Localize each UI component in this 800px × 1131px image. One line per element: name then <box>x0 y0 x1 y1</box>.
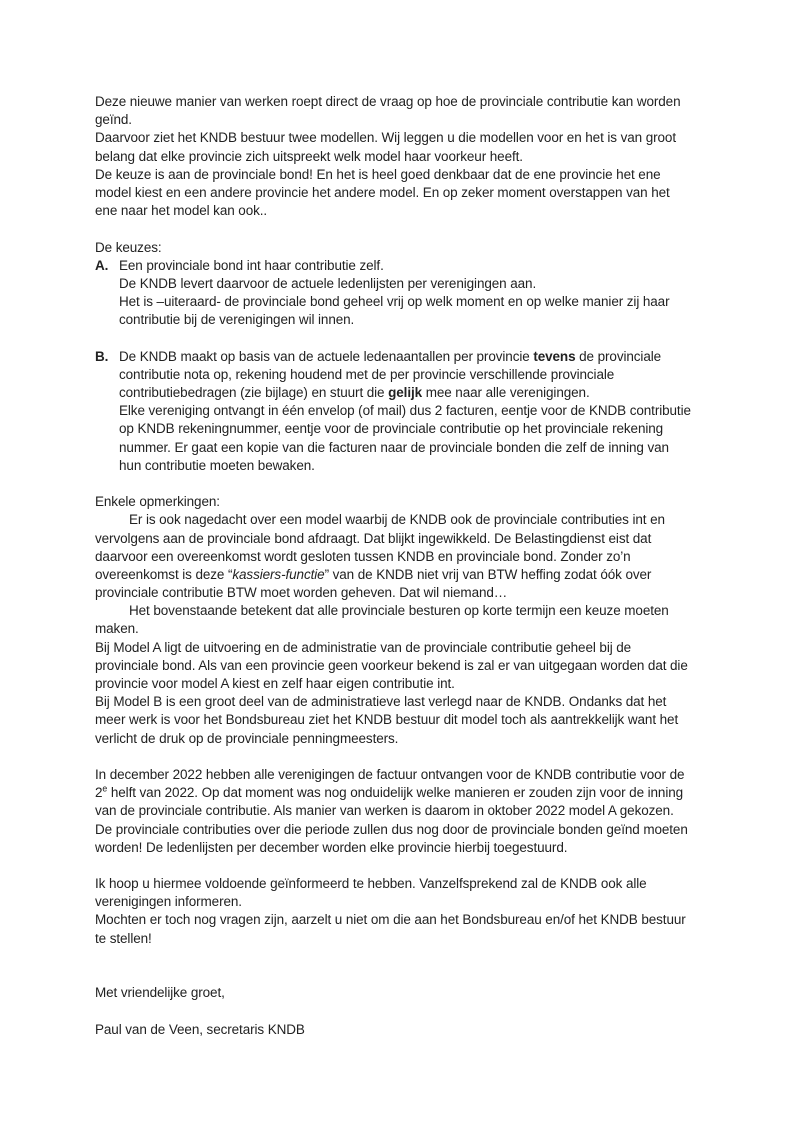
text-line: hun contributie moeten bewaken. <box>119 457 315 473</box>
text-line: worden! De ledenlijsten per december worden elke provincie hierbij toegestuurd. <box>95 839 568 855</box>
blank-line <box>95 1002 735 1020</box>
text-line: op KNDB rekeningnummer, eentje voor de provinciale contributie op het provinciale rekening <box>119 421 664 437</box>
text-line: Een provinciale bond int haar contributie zelf. <box>119 257 384 273</box>
keuzes-heading <box>95 239 735 257</box>
text-line: Mochten er toch nog vragen zijn, aarzelt u niet om die aan het Bondsbureau en/of het KNDB bestuur <box>95 912 686 928</box>
text-line: Paul van de Veen, secretaris KNDB <box>95 1021 305 1037</box>
text-line: belang dat elke provincie zich uitspreekt welk model haar voorkeur heeft. <box>95 148 523 164</box>
december-paragraph <box>95 766 735 857</box>
list-marker: A. <box>95 257 109 273</box>
document-body <box>95 93 735 1039</box>
blank-line <box>95 748 735 766</box>
text-line: meer werk is voor het Bondsbureau ziet het KNDB bestuur dit model toch als aantrekkelijk want het <box>95 712 679 728</box>
text-line: De provinciale contributies over die periode zullen dus nog door de provinciale bonden geïnd moeten <box>95 821 688 837</box>
opmerkingen-paragraph <box>95 493 735 748</box>
ondertekening-line <box>95 1021 735 1039</box>
text-line: Het is –uiteraard- de provinciale bond geheel vrij op welk moment en op welke manier zij haar <box>119 294 670 310</box>
groet-line <box>95 984 735 1002</box>
superscript-text: e <box>102 783 108 794</box>
text-line: provincie voor model A kiest en zelf haar eigen contributie int. <box>95 676 455 691</box>
text-line: vervolgens aan de provinciale bond afdraagt. Dat blijkt ingewikkeld. De Belastingdienst eist dat <box>95 530 652 546</box>
text-line: Met vriendelijke groet, <box>95 985 225 1001</box>
text-line: verlicht de druk op de provinciale penningmeesters. <box>95 730 399 746</box>
list-item-body <box>119 257 735 330</box>
text-line: overeenkomst is deze “kassiers-functie” van de KNDB niet vrij van BTW heffing zodat óók over <box>95 566 652 582</box>
text-line: Enkele opmerkingen: <box>95 494 220 510</box>
text-line: In december 2022 hebben alle verenigingen de factuur ontvangen voor de KNDB contributie voor de <box>95 766 685 782</box>
list-marker: B. <box>95 348 109 364</box>
text-line: ene naar het model kan ook.. <box>95 203 268 219</box>
text-line: contributie nota op, rekening houdend met de per provincie verschillende provinciale <box>119 366 615 382</box>
blank-line <box>95 948 735 966</box>
text-line: Daarvoor ziet het KNDB bestuur twee modellen. Wij leggen u die modellen voor en het is van groot <box>95 130 676 146</box>
intro-paragraph <box>95 93 735 220</box>
blank-line <box>95 857 735 875</box>
text-line: 2e helft van 2022. Op dat moment was nog onduidelijk welke manieren er zouden zijn voor de inning <box>95 783 684 801</box>
bold-text: tevens <box>533 348 576 364</box>
text-line: De keuze is aan de provinciale bond! En het is heel goed denkbaar dat de ene provincie het ene <box>95 166 661 182</box>
text-line: nummer. Er gaat een kopie van die facturen naar de provinciale bonden die zelf de inning van <box>119 439 669 455</box>
text-line: geïnd. <box>95 112 132 128</box>
text-line: Elke vereniging ontvangt in één envelop (of mail) dus 2 facturen, eentje voor de KNDB contributie <box>119 403 691 419</box>
text-line: daarvoor een overeenkomst wordt gesloten tussen KNDB en provinciale bond. Zonder zo’n <box>95 548 631 564</box>
model-a-item <box>95 257 735 330</box>
text-line: Er is ook nagedacht over een model waarbij de KNDB ook de provinciale contributies int en <box>129 512 665 528</box>
text-line: te stellen! <box>95 930 152 946</box>
text-line: contributiebedragen (zie bijlage) en stuurt die gelijk mee naar alle verenigingen. <box>119 385 590 400</box>
model-b-item <box>95 348 735 475</box>
text-line: Bij Model A ligt de uitvoering en de administratie van de provinciale contributie geheel bij de <box>95 639 632 655</box>
text-line: Ik hoop u hiermee voldoende geïnformeerd te hebben. Vanzelfsprekend zal de KNDB ook alle <box>95 876 647 892</box>
blank-line <box>95 966 735 984</box>
text-line: Het bovenstaande betekent dat alle provinciale besturen op korte termijn een keuze moeten <box>129 603 669 619</box>
bold-text: gelijk <box>388 385 423 400</box>
blank-line <box>95 220 735 238</box>
text-line: van de provinciale contributie. Als manier van werken is daarom in oktober 2022 model A gekozen. <box>95 803 674 819</box>
text-line: Bij Model B is een groot deel van de administratieve last verlegd naar de KNDB. Ondanks dat het <box>95 694 667 710</box>
text-line: provinciale bond. Als van een provincie geen voorkeur bekend is zal er van uitgegaan worden dat die <box>95 657 688 673</box>
list-item-body <box>119 348 735 475</box>
blank-line <box>95 329 735 347</box>
text-line: maken. <box>95 621 139 637</box>
text-line: De KNDB levert daarvoor de actuele ledenlijsten per verenigingen aan. <box>119 275 537 291</box>
blank-line <box>95 475 735 493</box>
italic-text: kassiers-functie <box>232 566 325 582</box>
text-line: De keuzes: <box>95 239 162 255</box>
text-line: De KNDB maakt op basis van de actuele ledenaantallen per provincie tevens de provinciale <box>119 348 662 364</box>
text-line: verenigingen informeren. <box>95 894 242 910</box>
text-line: Deze nieuwe manier van werken roept direct de vraag op hoe de provinciale contributie kan worden <box>95 94 681 109</box>
text-line: provinciale contributie BTW moet worden geheven. Dat wil niemand… <box>95 585 508 601</box>
afsluiting-paragraph <box>95 875 735 948</box>
text-line: model kiest en een andere provincie het andere model. En op zeker moment overstappen van het <box>95 184 670 200</box>
text-line: contributie bij de verenigingen wil innen. <box>119 312 355 328</box>
